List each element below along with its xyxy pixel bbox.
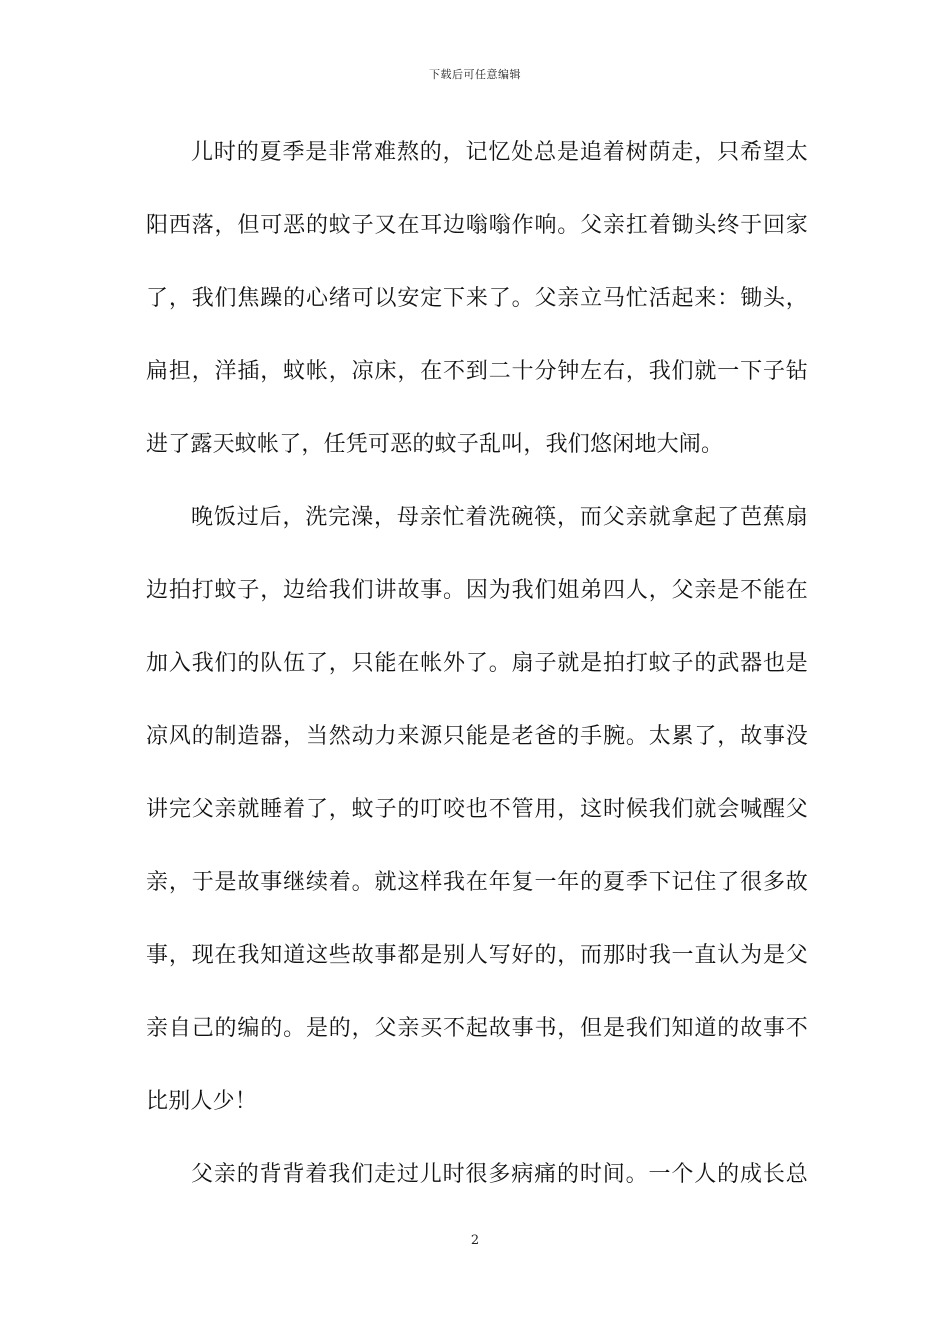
paragraph-1-line-2: 阳西落，但可恶的蚊子又在耳边嗡嗡作响。父亲扛着锄头终于回家: [146, 213, 808, 238]
paragraph-3-line-1: 父亲的背背着我们走过儿时很多病痛的时间。一个人的成长总: [191, 1162, 808, 1187]
page-header: 下载后可任意编辑: [429, 68, 521, 81]
paragraph-2-line-2: 边拍打蚊子，边给我们讲故事。因为我们姐弟四人，父亲是不能在: [146, 578, 808, 603]
paragraph-2-line-1: 晚饭过后，洗完澡，母亲忙着洗碗筷，而父亲就拿起了芭蕉扇: [191, 505, 808, 530]
paragraph-2-line-4: 凉风的制造器，当然动力来源只能是老爸的手腕。太累了，故事没: [146, 724, 808, 749]
paragraph-2-line-3: 加入我们的队伍了，只能在帐外了。扇子就是拍打蚊子的武器也是: [146, 651, 808, 676]
body-text: [146, 128, 808, 1223]
paragraph-1-line-5: 进了露天蚊帐了，任凭可恶的蚊子乱叫，我们悠闲地大闹。: [146, 432, 724, 457]
paragraph-2-line-9: 比别人少！: [146, 1089, 258, 1114]
paragraph-1-line-3: 了，我们焦躁的心绪可以安定下来了。父亲立马忙活起来：锄头，: [146, 286, 808, 311]
paragraph-2-line-5: 讲完父亲就睡着了，蚊子的叮咬也不管用，这时候我们就会喊醒父: [146, 797, 808, 822]
paragraph-1-line-4: 扁担，洋插，蚊帐，凉床，在不到二十分钟左右，我们就一下子钻: [146, 359, 808, 384]
paragraph-2-line-6: 亲，于是故事继续着。就这样我在年复一年的夏季下记住了很多故: [146, 870, 808, 895]
paragraph-2-line-8: 亲自己的编的。是的，父亲买不起故事书，但是我们知道的故事不: [146, 1016, 808, 1041]
paragraph-2-line-7: 事，现在我知道这些故事都是别人写好的，而那时我一直认为是父: [146, 943, 808, 968]
paragraph-1-line-1: 儿时的夏季是非常难熬的，记忆处总是追着树荫走，只希望太: [191, 140, 808, 165]
page-number: 2: [470, 1233, 480, 1248]
